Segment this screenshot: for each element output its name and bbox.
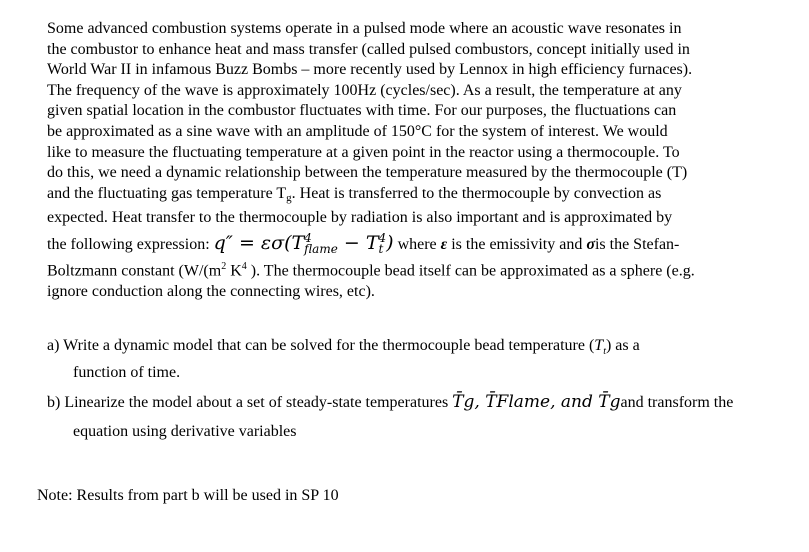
eq-t-flame-subscript: flame xyxy=(304,241,338,256)
part-a xyxy=(47,335,767,383)
part-a-text-2: ) as a xyxy=(605,337,640,354)
eq-lhs: q″ = εσ( xyxy=(213,231,292,254)
eq-minus: − xyxy=(337,231,366,254)
line11-b: K xyxy=(226,262,242,280)
tg-subscript: g xyxy=(286,191,292,204)
epsilon-symbol: ε xyxy=(440,235,448,253)
text-line-6: be approximated as a sine wave with an amplitude of 150°C for the system of interest. We would xyxy=(47,122,668,140)
line11-sup-1: 2 xyxy=(221,260,227,272)
eq-after-3: is the Stefan- xyxy=(594,235,680,253)
text-line-11 xyxy=(47,257,759,282)
radiation-equation xyxy=(214,232,394,254)
text-line-3: World War II in infamous Buzz Bombs – more recently used by Lennox in high efficiency furnaces). xyxy=(47,61,693,79)
text-line-2: the combustor to enhance heat and mass transfer (called pulsed combustors, concept initially used in xyxy=(47,40,690,58)
eq-t-flame-power: 4 xyxy=(304,230,312,245)
line11-sup-2: 4 xyxy=(241,260,247,272)
part-b-math: T̄g, T̄Flame, and T̄g xyxy=(452,392,621,412)
sigma-symbol: σ xyxy=(586,235,595,253)
eq-after-1: where xyxy=(393,235,441,253)
part-a-line-2: function of time. xyxy=(73,364,181,382)
text-line-10: expected. Heat transfer to the thermocouple by radiation is also important and is approximated by xyxy=(47,209,673,227)
text-line-9 xyxy=(47,184,759,209)
line11-a: Boltzmann constant (W/(m xyxy=(47,262,222,280)
part-b-line-2: equation using derivative variables xyxy=(73,423,297,440)
text-line-9-start: and the fluctuating gas temperature T xyxy=(47,184,287,202)
part-a-text-1: a) Write a dynamic model that can be solved for the thermocouple bead temperature ( xyxy=(47,337,595,354)
text-line-4: The frequency of the wave is approximately 100Hz (cycles/sec). As a result, the temperature at any xyxy=(47,81,682,99)
line11-c: ). The thermocouple bead itself can be approximated as a sphere (e.g. xyxy=(246,262,695,280)
text-line-1: Some advanced combustion systems operate in a pulsed mode where an acoustic wave resonates in xyxy=(47,20,682,37)
eq-t-t-power: 4 xyxy=(378,230,387,245)
eq-t-t-subscript: t xyxy=(378,241,384,256)
text-line-7: like to measure the fluctuating temperature at a given point in the reactor using a thermocouple. To xyxy=(47,143,680,161)
eq-t-t: T xyxy=(365,231,379,254)
part-a-var-sub: t xyxy=(603,346,606,358)
text-line-5: given spatial location in the combustor fluctuates with time. For our purposes, the fluctuations can xyxy=(47,102,677,120)
part-a-var: T xyxy=(594,337,604,354)
part-b-text-2: and transform the xyxy=(620,394,734,411)
equation-prefix: the following expression: xyxy=(47,235,214,253)
problem-paragraph xyxy=(47,19,759,302)
part-b-line-1 xyxy=(47,392,767,413)
text-line-9-end: . Heat is transferred to the thermocouple by convection as xyxy=(291,184,662,202)
equation-line xyxy=(47,229,759,257)
text-line-12: ignore conduction along the connecting wires, etc). xyxy=(47,282,375,300)
part-b-text-1: b) Linearize the model about a set of steady-state temperatures xyxy=(47,394,453,411)
part-a-line-1 xyxy=(47,335,767,362)
text-line-8: do this, we need a dynamic relationship between the temperature measured by the thermocouple (T) xyxy=(47,164,688,182)
part-b xyxy=(47,392,767,442)
eq-t-flame: T xyxy=(291,231,305,254)
note: Note: Results from part b will be used in SP 10 xyxy=(37,487,339,504)
eq-close: ) xyxy=(386,231,394,254)
eq-after-2: is the emissivity and xyxy=(447,235,587,253)
